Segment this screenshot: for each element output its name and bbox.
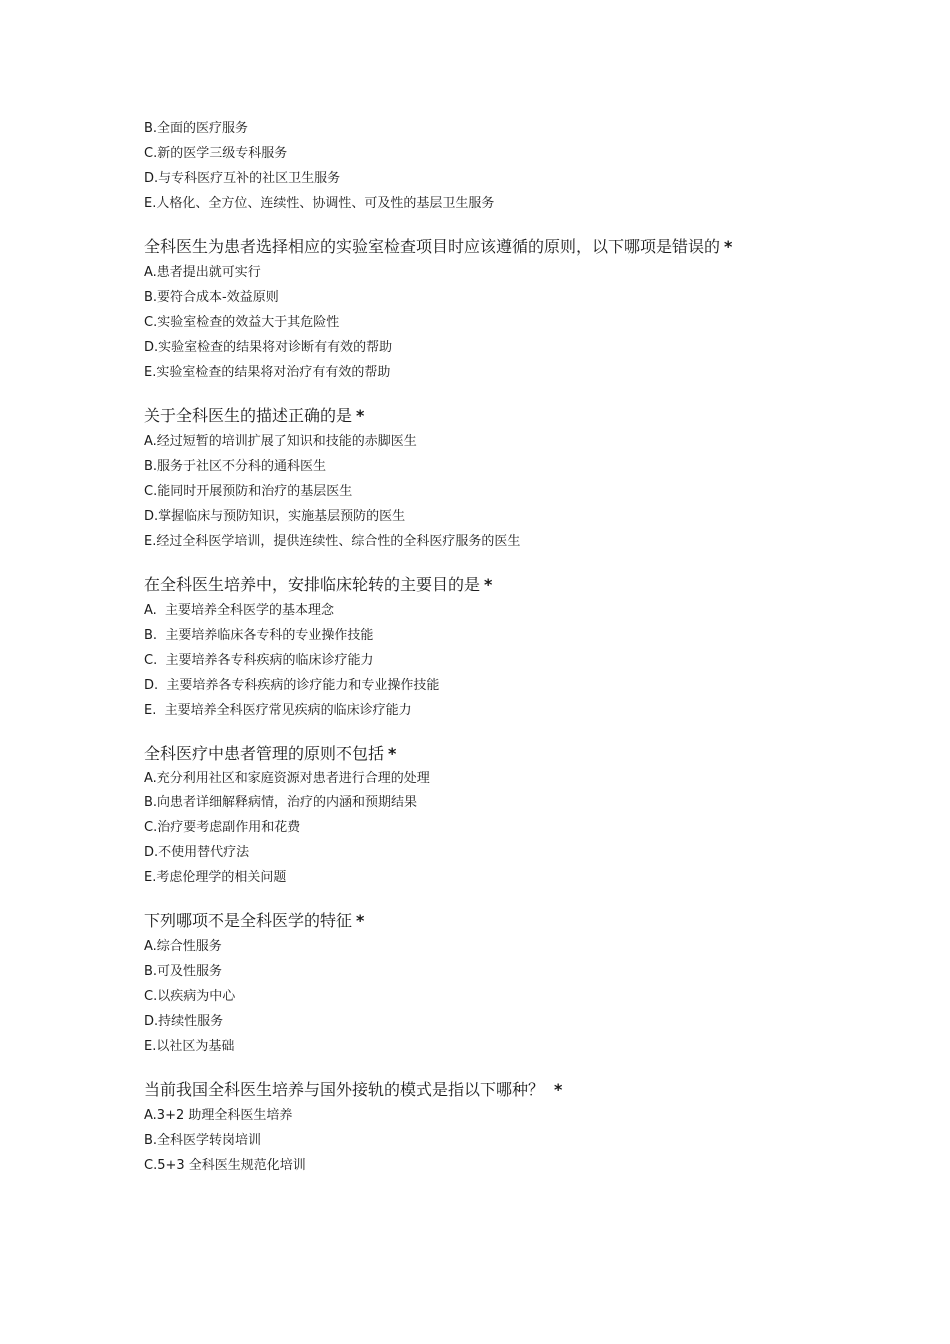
required-marker: *	[484, 575, 493, 594]
option-e: E.人格化、全方位、连续性、协调性、可及性的基层卫生服务	[144, 196, 495, 211]
option-a: A.综合性服务	[144, 939, 222, 954]
option-d: D.持续性服务	[144, 1014, 224, 1029]
question-text: 下列哪项不是全科医学的特征	[144, 911, 353, 930]
question-text: 全科医生为患者选择相应的实验室检查项目时应该遵循的原则，以下哪项是错误的	[144, 237, 721, 256]
option-b: B.可及性服务	[144, 964, 223, 979]
option-c: C.能同时开展预防和治疗的基层医生	[144, 484, 353, 499]
option-a: A. 主要培养全科医学的基本理念	[144, 603, 335, 618]
question-block-4	[144, 743, 844, 890]
option-b: B.全科医学转岗培训	[144, 1133, 262, 1148]
required-marker: *	[356, 406, 365, 425]
option-d: D.掌握临床与预防知识，实施基层预防的医生	[144, 509, 406, 524]
option-a: A.经过短暂的培训扩展了知识和技能的赤脚医生	[144, 434, 417, 449]
option-b: B.服务于社区不分科的通科医生	[144, 459, 327, 474]
option-b: B.要符合成本-效益原则	[144, 290, 279, 305]
question-block-1	[144, 236, 844, 385]
option-c: C.新的医学三级专科服务	[144, 146, 288, 161]
option-c: C.5+3 全科医生规范化培训	[144, 1158, 306, 1173]
required-marker: *	[724, 237, 733, 256]
question-text: 在全科医生培养中，安排临床轮转的主要目的是	[144, 575, 481, 594]
question-list	[144, 116, 844, 1198]
question-block-5	[144, 910, 844, 1059]
option-d: D.不使用替代疗法	[144, 845, 250, 860]
option-e: E.考虑伦理学的相关问题	[144, 870, 287, 885]
option-e: E.实验室检查的结果将对治疗有有效的帮助	[144, 365, 391, 380]
option-e: E.经过全科医学培训，提供连续性、综合性的全科医疗服务的医生	[144, 534, 521, 549]
question-text: 当前我国全科医生培养与国外接轨的模式是指以下哪种？	[144, 1080, 545, 1099]
required-marker: *	[388, 744, 397, 763]
option-b: B. 主要培养临床各专科的专业操作技能	[144, 628, 374, 643]
option-c: C.实验室检查的效益大于其危险性	[144, 315, 340, 330]
question-title	[144, 910, 844, 932]
option-d: D. 主要培养各专科疾病的诊疗能力和专业操作技能	[144, 678, 440, 693]
option-c: C.治疗要考虑副作用和花费	[144, 820, 301, 835]
question-text: 全科医疗中患者管理的原则不包括	[144, 744, 385, 763]
required-marker: *	[356, 911, 365, 930]
option-b: B.全面的医疗服务	[144, 121, 249, 136]
question-title	[144, 236, 844, 258]
option-c: C. 主要培养各专科疾病的临床诊疗能力	[144, 653, 374, 668]
question-title	[144, 405, 844, 427]
option-a: A.患者提出就可实行	[144, 265, 261, 280]
option-a: A.充分利用社区和家庭资源对患者进行合理的处理	[144, 771, 430, 786]
question-block-2	[144, 405, 844, 554]
option-d: D.与专科医疗互补的社区卫生服务	[144, 171, 341, 186]
question-title	[144, 1079, 844, 1101]
question-block-6	[144, 1079, 844, 1178]
required-marker: *	[554, 1080, 563, 1099]
option-a: A.3+2 助理全科医生培养	[144, 1108, 293, 1123]
question-title	[144, 743, 844, 765]
option-e: E. 主要培养全科医疗常见疾病的临床诊疗能力	[144, 703, 412, 718]
option-e: E.以社区为基础	[144, 1039, 235, 1054]
option-d: D.实验室检查的结果将对诊断有有效的帮助	[144, 340, 393, 355]
question-block-3	[144, 574, 844, 723]
question-text: 关于全科医生的描述正确的是	[144, 406, 353, 425]
option-b: B.向患者详细解释病情，治疗的内涵和预期结果	[144, 795, 418, 810]
option-c: C.以疾病为中心	[144, 989, 236, 1004]
question-title	[144, 574, 844, 596]
question-block-0	[144, 116, 844, 216]
